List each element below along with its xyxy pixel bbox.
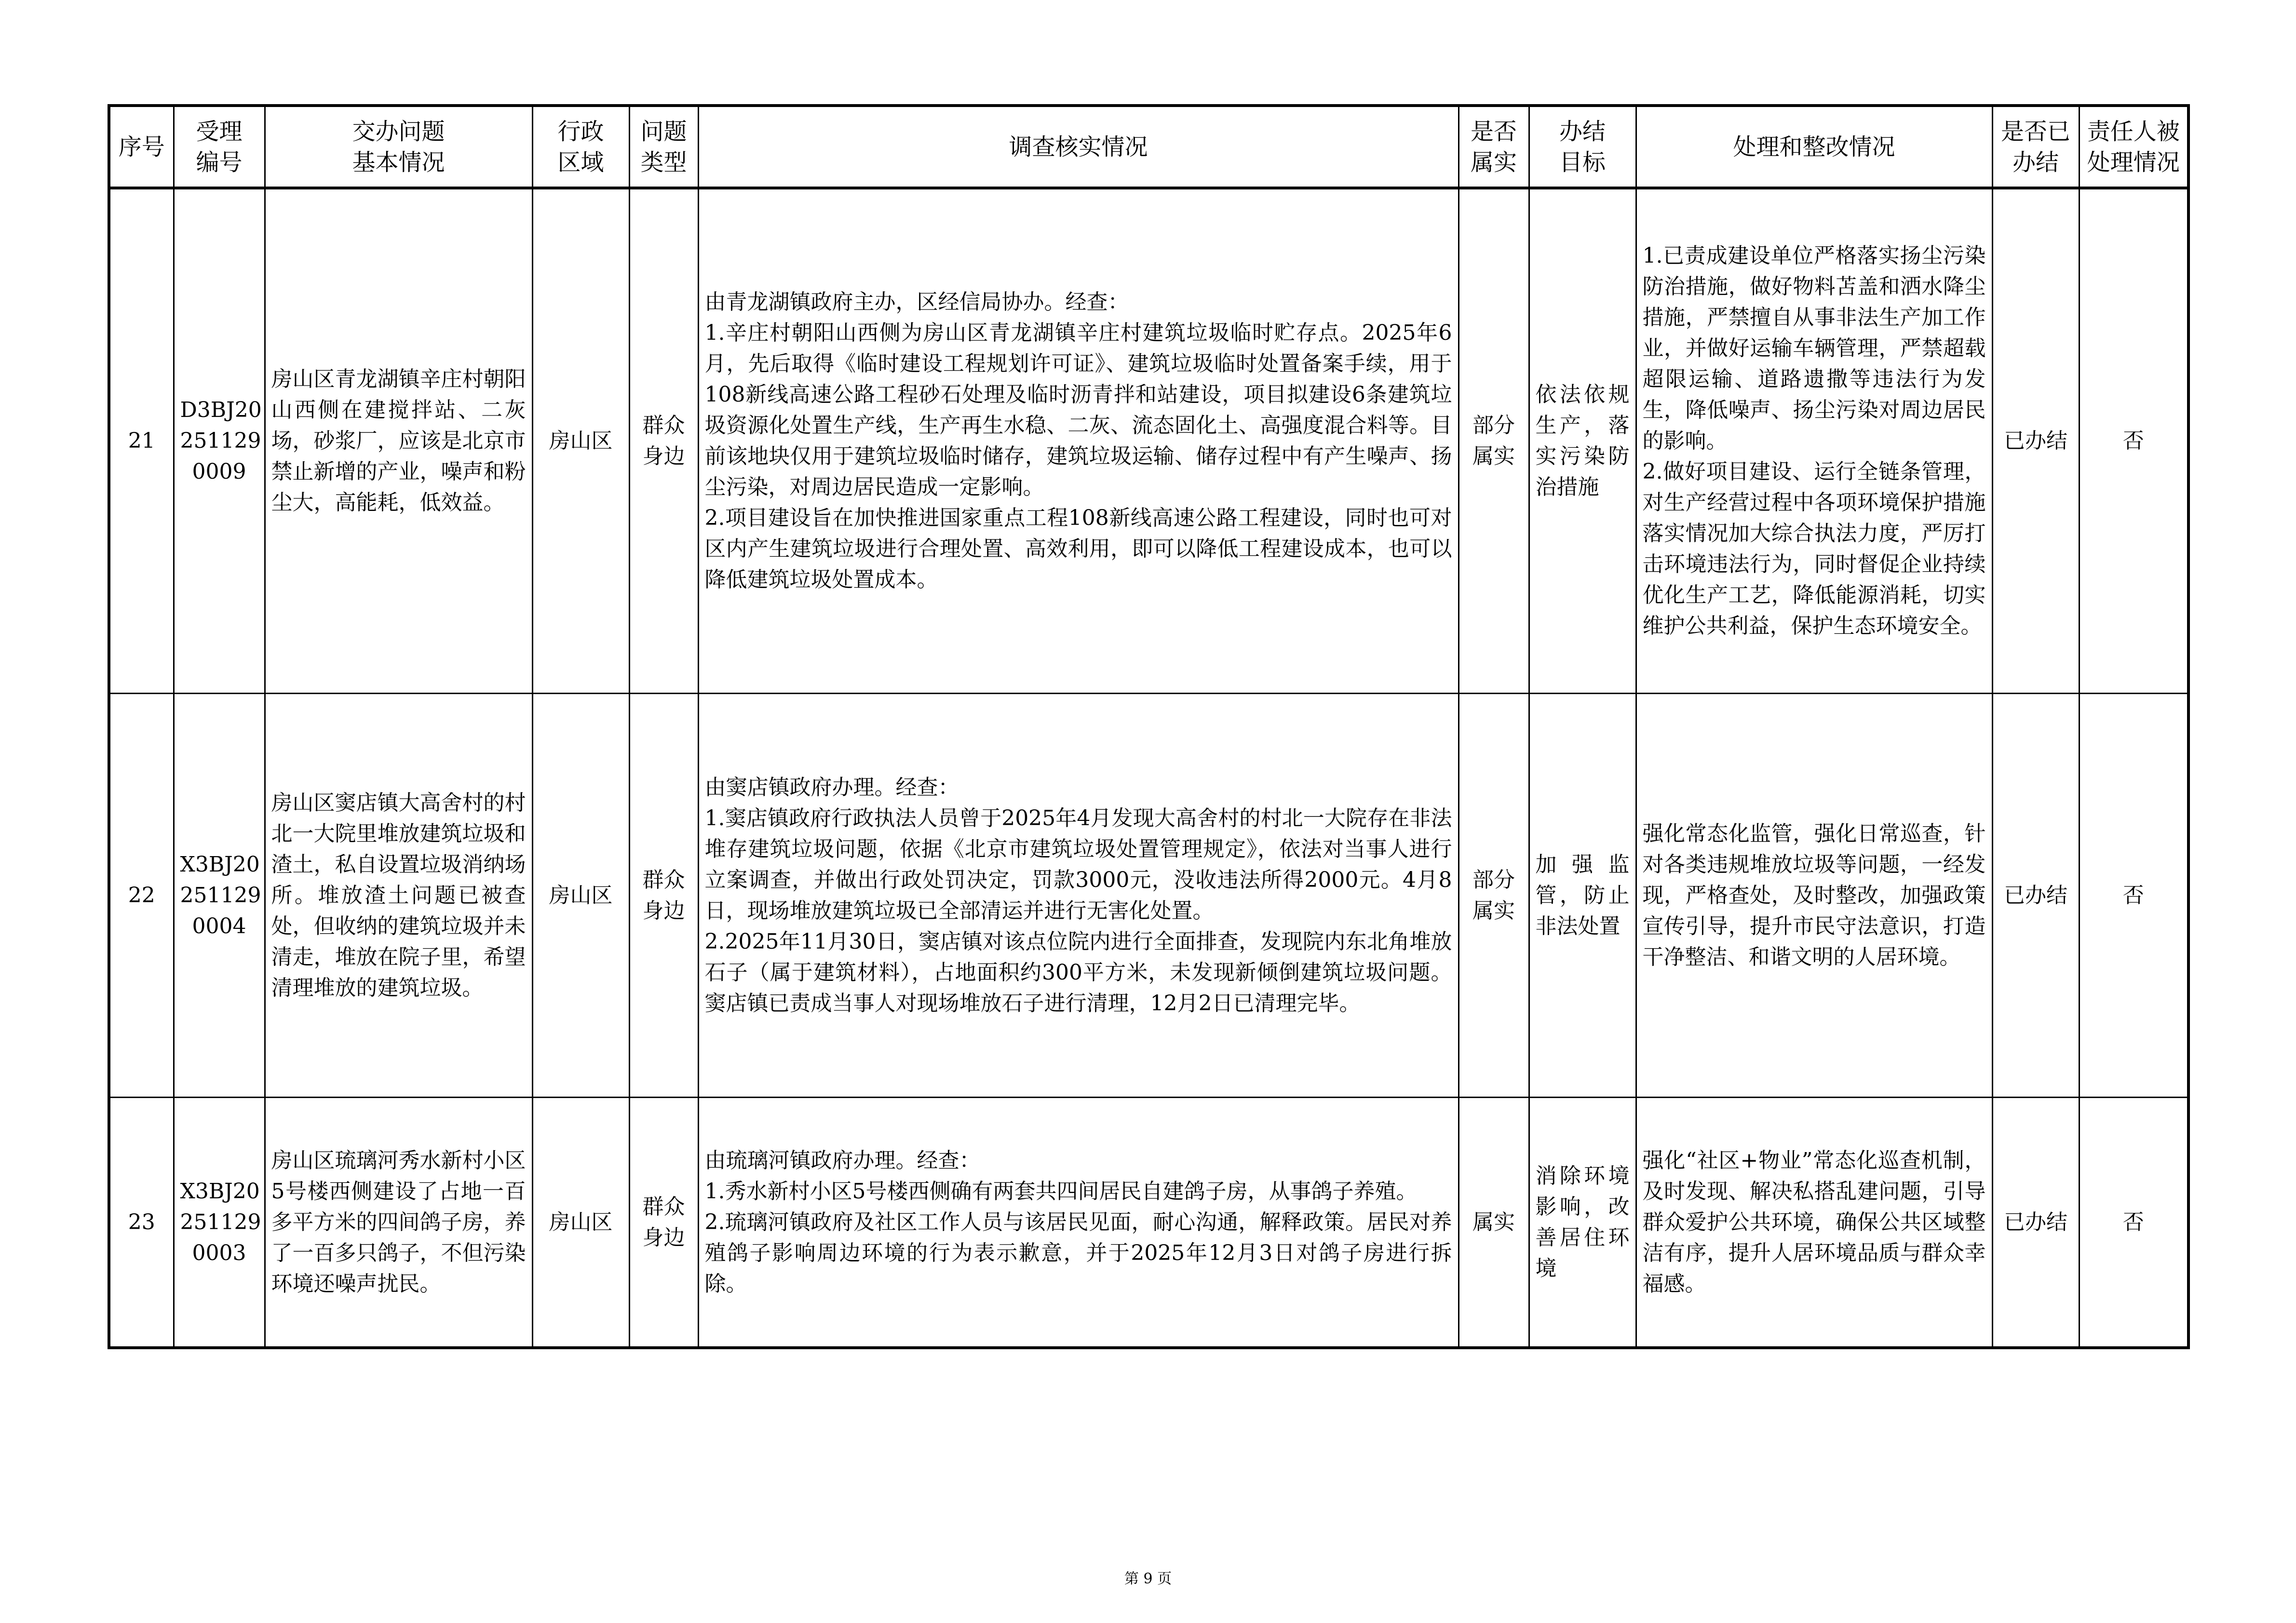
cell-goal: 依法依规生产，落实污染防治措施 <box>1529 188 1636 694</box>
cell-goal: 消除环境影响，改善居住环境 <box>1529 1098 1636 1348</box>
cell-region: 房山区 <box>532 1098 629 1348</box>
cell-accountability: 否 <box>2079 188 2188 694</box>
cell-handling: 强化“社区+物业”常态化巡查机制，及时发现、解决私搭乱建问题，引导群众爱护公共环境，确保公共区域整洁有序，提升人居环境品质与群众幸福感。 <box>1636 1098 1992 1348</box>
cell-basic: 房山区琉璃河秀水新村小区5号楼西侧建设了占地一百多平方米的四间鸽子房，养了一百多只鸽子，不但污染环境还噪声扰民。 <box>265 1098 532 1348</box>
cell-investigation: 由青龙湖镇政府主办，区经信局协办。经查： 1.辛庄村朝阳山西侧为房山区青龙湖镇辛庄村建筑垃圾临时贮存点。2025年6月，先后取得《临时建设工程规划许可证》、建筑垃圾临时处置备案手续，用于108新线高速公路工程砂石处理及临时沥青拌和站建设，项目拟建设6条建筑垃圾资源化处置生产线，生产再生水稳、二灰、流态固化土、高强度混合料等。目前该地块仅用于建筑垃圾临时储存，建筑垃圾运输、储存过程中有产生噪声、扬尘污染，对周边居民造成一定影响。 2.项目建设旨在加快推进国家重点工程108新线高速公路工程建设，同时也可对区内产生建筑垃圾进行合理处置、高效利用，即可以降低工程建设成本，也可以降低建筑垃圾处置成本。 <box>698 188 1459 694</box>
header-investigation: 调查核实情况 <box>698 106 1459 188</box>
cell-investigation: 由琉璃河镇政府办理。经查： 1.秀水新村小区5号楼西侧确有两套共四间居民自建鸽子房，从事鸽子养殖。 2.琉璃河镇政府及社区工作人员与该居民见面，耐心沟通，解释政策。居民对养殖鸽子影响周边环境的行为表示歉意，并于2025年12月3日对鸽子房进行拆除。 <box>698 1098 1459 1348</box>
cell-index: 23 <box>109 1098 174 1348</box>
header-handling: 处理和整改情况 <box>1636 106 1992 188</box>
table-header <box>109 106 2188 188</box>
cell-type: 群众身边 <box>629 694 698 1098</box>
header-basic: 交办问题 基本情况 <box>265 106 532 188</box>
table-row <box>109 188 2188 694</box>
header-verified: 是否 属实 <box>1459 106 1529 188</box>
header-closed: 是否已 办结 <box>1992 106 2079 188</box>
header-accountability: 责任人被 处理情况 <box>2079 106 2188 188</box>
issue-table <box>108 104 2190 1349</box>
cell-goal: 加强监管，防止非法处置 <box>1529 694 1636 1098</box>
cell-closed: 已办结 <box>1992 694 2079 1098</box>
cell-case-no: X3BJ20 251129 0004 <box>174 694 265 1098</box>
table-row <box>109 1098 2188 1348</box>
cell-investigation: 由窦店镇政府办理。经查： 1.窦店镇政府行政执法人员曾于2025年4月发现大高舍村的村北一大院存在非法堆存建筑垃圾问题，依据《北京市建筑垃圾处置管理规定》，依法对当事人进行立案调查，并做出行政处罚决定，罚款3000元，没收违法所得2000元。4月8日，现场堆放建筑垃圾已全部清运并进行无害化处置。 2.2025年11月30日，窦店镇对该点位院内进行全面排查，发现院内东北角堆放石子（属于建筑材料），占地面积约300平方米，未发现新倾倒建筑垃圾问题。窦店镇已责成当事人对现场堆放石子进行清理，12月2日已清理完毕。 <box>698 694 1459 1098</box>
cell-region: 房山区 <box>532 188 629 694</box>
cell-accountability: 否 <box>2079 694 2188 1098</box>
page-number: 第 9 页 <box>1124 1570 1172 1587</box>
cell-basic: 房山区窦店镇大高舍村的村北一大院里堆放建筑垃圾和渣土，私自设置垃圾消纳场所。堆放渣土问题已被查处，但收纳的建筑垃圾并未清走，堆放在院子里，希望清理堆放的建筑垃圾。 <box>265 694 532 1098</box>
cell-region: 房山区 <box>532 694 629 1098</box>
header-index: 序号 <box>109 106 174 188</box>
cell-type: 群众身边 <box>629 188 698 694</box>
header-case-no: 受理 编号 <box>174 106 265 188</box>
cell-case-no: X3BJ20 251129 0003 <box>174 1098 265 1348</box>
header-type: 问题 类型 <box>629 106 698 188</box>
cell-accountability: 否 <box>2079 1098 2188 1348</box>
cell-index: 21 <box>109 188 174 694</box>
header-goal: 办结 目标 <box>1529 106 1636 188</box>
cell-verified: 属实 <box>1459 1098 1529 1348</box>
cell-verified: 部分属实 <box>1459 694 1529 1098</box>
cell-closed: 已办结 <box>1992 1098 2079 1348</box>
cell-verified: 部分属实 <box>1459 188 1529 694</box>
cell-index: 22 <box>109 694 174 1098</box>
cell-basic: 房山区青龙湖镇辛庄村朝阳山西侧在建搅拌站、二灰场，砂浆厂，应该是北京市禁止新增的产业，噪声和粉尘大，高能耗，低效益。 <box>265 188 532 694</box>
header-region: 行政 区域 <box>532 106 629 188</box>
cell-closed: 已办结 <box>1992 188 2079 694</box>
cell-handling: 强化常态化监管，强化日常巡查，针对各类违规堆放垃圾等问题，一经发现，严格查处，及时整改，加强政策宣传引导，提升市民守法意识，打造干净整洁、和谐文明的人居环境。 <box>1636 694 1992 1098</box>
cell-handling: 1.已责成建设单位严格落实扬尘污染防治措施，做好物料苫盖和洒水降尘措施，严禁擅自从事非法生产加工作业，并做好运输车辆管理，严禁超载超限运输、道路遗撒等违法行为发生，降低噪声、扬尘污染对周边居民的影响。 2.做好项目建设、运行全链条管理，对生产经营过程中各项环境保护措施落实情况加大综合执法力度，严厉打击环境违法行为，同时督促企业持续优化生产工艺，降低能源消耗，切实维护公共利益，保护生态环境安全。 <box>1636 188 1992 694</box>
cell-case-no: D3BJ20 251129 0009 <box>174 188 265 694</box>
cell-type: 群众身边 <box>629 1098 698 1348</box>
table-row <box>109 694 2188 1098</box>
